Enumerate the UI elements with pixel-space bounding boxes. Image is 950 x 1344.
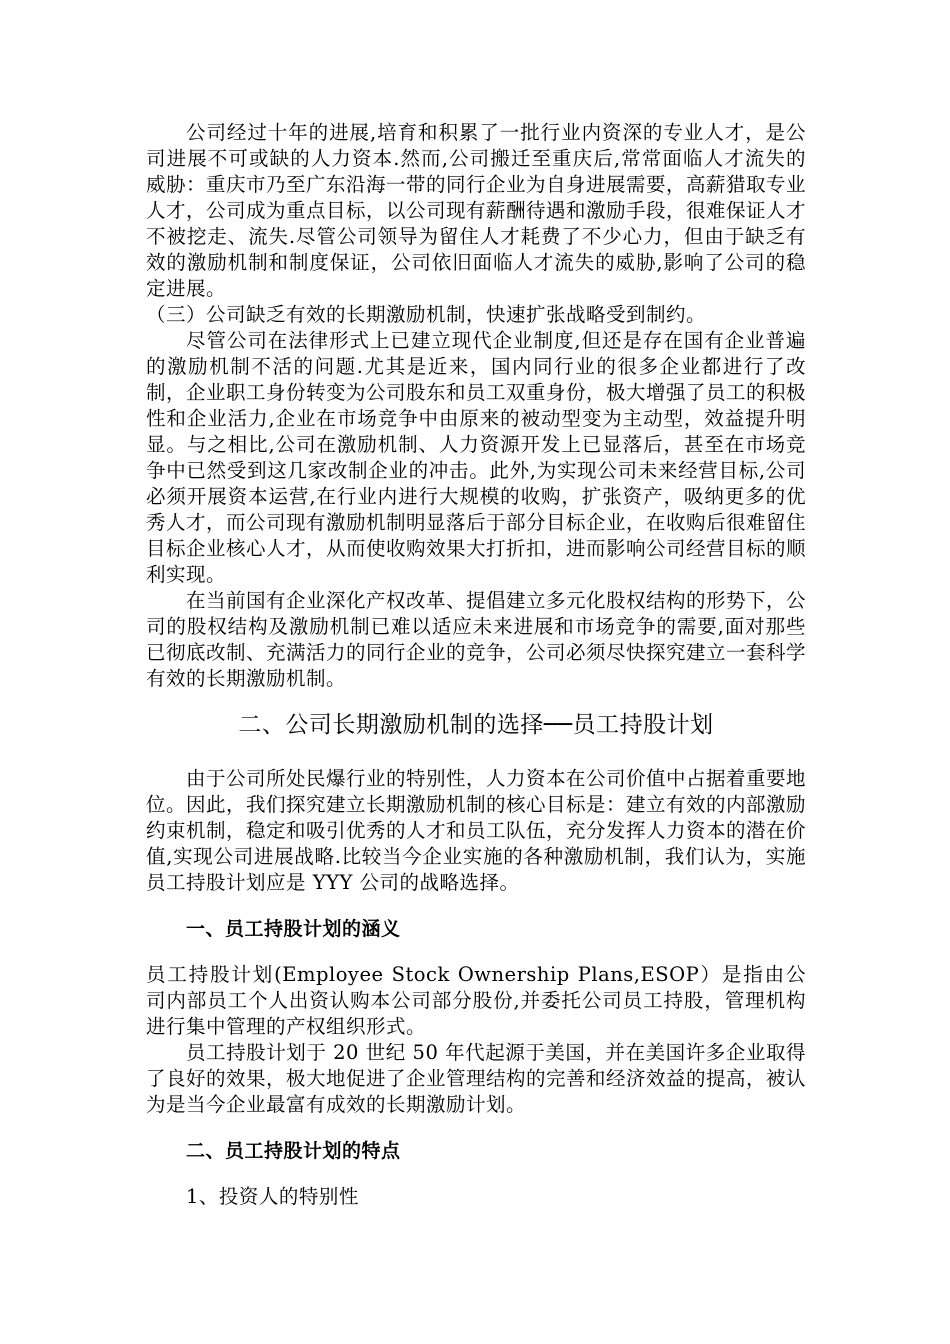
spacer [146,896,806,916]
paragraph-talent-loss: 公司经过十年的进展,培育和积累了一批行业内资深的专业人才，是公司进展不可或缺的人力资本.然而,公司搬迁至重庆后,常常面临人才流失的威胁：重庆市乃至广东沿海一带的同行企业为自身进展需要，高薪猎取专业人才，公司成为重点目标，以公司现有薪酬待遇和激励手段，很难保证人才不被挖走、流失.尽管公司领导为留住人才耗费了不少心力，但由于缺乏有效的激励机制和制度保证，公司依旧面临人才流失的威胁,影响了公司的稳定进展。 [146,121,807,300]
spacer [146,1164,806,1184]
list-item-investor-particularity: 1、投资人的特别性 [186,1185,359,1208]
section-heading: 二、公司长期激励机制的选择──员工持股计划 [238,712,714,738]
document-page [146,120,806,1210]
paragraph-reform-context: 在当前国有企业深化产权改革、提倡建立多元化股权结构的形势下，公司的股权结构及激励机制已难以适应未来进展和市场竞争的需要,面对那些已彻底改制、充满活力的同行企业的竞争，公司必须尽快探究建立一套科学有效的长期激励机制。 [146,589,807,690]
spacer [146,942,806,962]
paragraph-point-three: （三）公司缺乏有效的长期激励机制，快速扩张战略受到制约。 [146,303,707,326]
subheading-esop-meaning: 一、员工持股计划的涵义 [186,918,401,940]
paragraph-incentive-problem: 尽管公司在法律形式上已建立现代企业制度,但还是存在国有企业普遍的激励机制不活的问题.尤其是近来，国内同行业的很多企业都进行了改制，企业职工身份转变为公司股东和员工双重身份，极大增强了员工的积极性和企业活力,企业在市场竞争中由原来的被动型变为主动型，效益提升明显。与之相比,公司在激励机制、人力资源开发上已显落后，甚至在市场竞争中已然受到这几家改制企业的冲击。此外,为实现公司未来经营目标,公司必须开展资本运营,在行业内进行大规模的收购，扩张资产，吸纳更多的优秀人才，而公司现有激励机制明显落后于部分目标企业，在收购后很难留住目标企业核心人才，从而使收购效果大打折扣，进而影响公司经营目标的顺利实现。 [146,329,807,586]
subheading-esop-features: 二、员工持股计划的特点 [186,1140,401,1162]
paragraph-esop-origin: 员工持股计划于 20 世纪 50 年代起源于美国，并在美国许多企业取得了良好的效果，极大地促进了企业管理结构的完善和经济效益的提高，被认为是当今企业最富有成效的长期激励计划。 [146,1041,807,1116]
paragraph-esop-definition: 员工持股计划(Employee Stock Ownership Plans,ESOP）是指由公司内部员工个人出资认购本公司部分股份,并委托公司员工持股，管理机构进行集中管理的产权组织形式。 [146,963,806,1038]
spacer [146,692,806,710]
spacer [146,740,806,766]
paragraph-core-objective: 由于公司所处民爆行业的特别性，人力资本在公司价值中占据着重要地位。因此，我们探究建立长期激励机制的核心目标是：建立有效的内部激励约束机制，稳定和吸引优秀的人才和员工队伍，充分发挥人力资本的潜在价值,实现公司进展战略.比较当今企业实施的各种激励机制，我们认为，实施员工持股计划应是 YYY 公司的战略选择。 [146,767,807,894]
spacer [146,1118,806,1138]
